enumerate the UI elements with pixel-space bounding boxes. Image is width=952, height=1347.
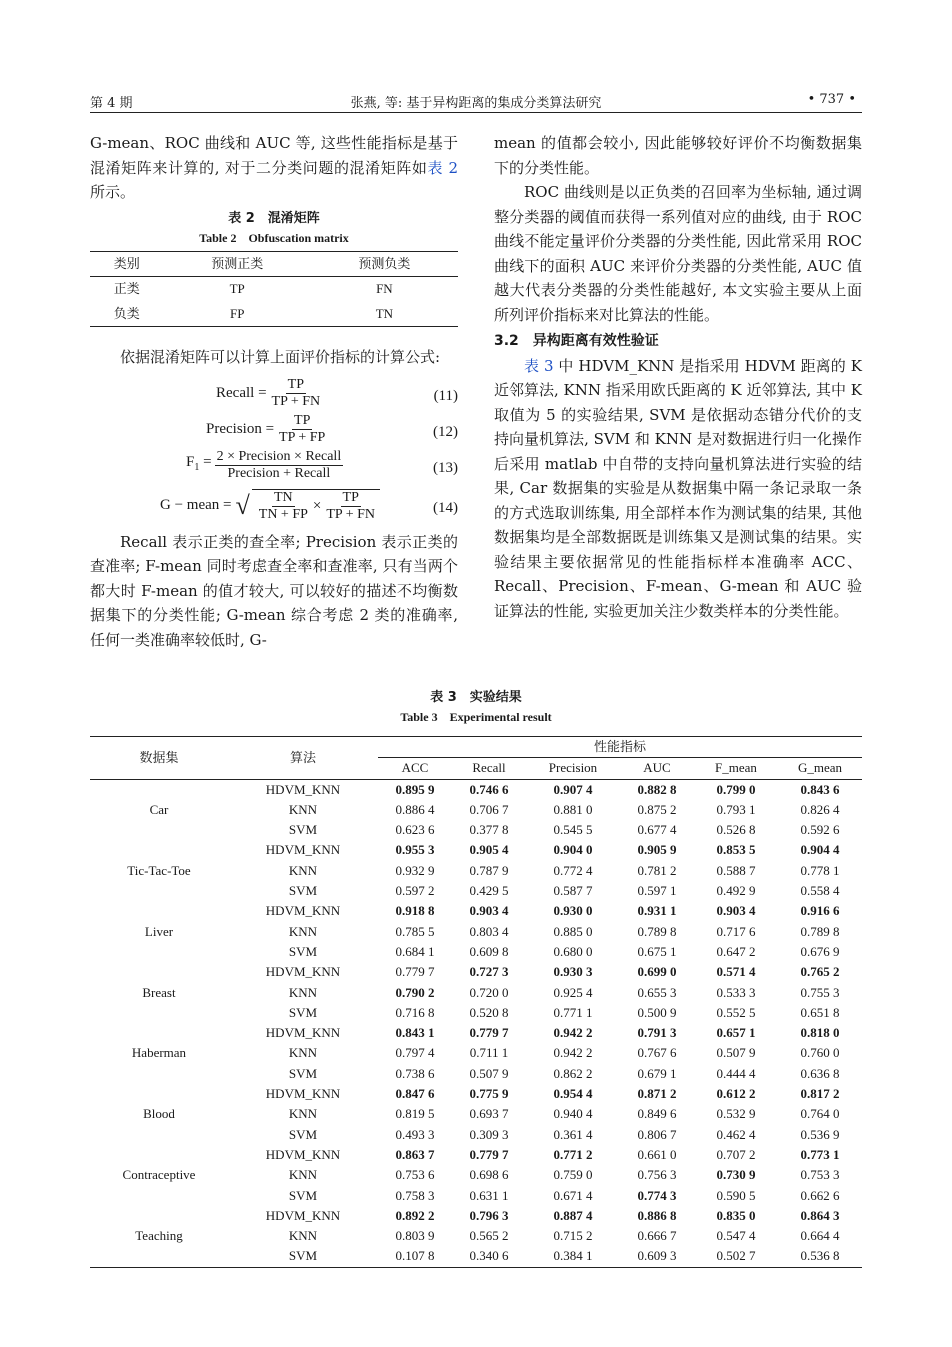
eq12-number: (12)	[433, 423, 458, 440]
metric-value-cell: 0.942 2	[553, 1045, 593, 1061]
metric-value-cell: 0.664 4	[800, 1228, 840, 1244]
metric-value-cell: 0.849 6	[637, 1106, 677, 1122]
metric-value-cell: 0.778 1	[800, 862, 840, 878]
metric-value-cell: 0.631 1	[469, 1187, 509, 1203]
metric-value-cell: 0.932 9	[395, 862, 435, 878]
equation-13	[90, 448, 458, 484]
metric-value-cell: 0.590 5	[716, 1187, 756, 1203]
table-row	[90, 1084, 862, 1104]
metric-value-cell: 0.756 3	[637, 1167, 677, 1183]
metric-value-cell: 0.507 9	[469, 1065, 509, 1081]
metric-value-cell: 0.903 4	[469, 903, 509, 919]
metric-value-cell: 0.720 0	[469, 984, 509, 1000]
metric-value-cell: 0.592 6	[800, 822, 840, 838]
header-algorithm: 算法	[289, 749, 316, 765]
table2-cell: FP	[229, 305, 245, 321]
metric-value-cell: 0.781 2	[637, 862, 677, 878]
metric-value-cell: 0.680 0	[553, 943, 593, 959]
metric-value-cell: 0.791 3	[637, 1025, 677, 1041]
metric-value-cell: 0.955 3	[395, 842, 435, 858]
metric-value-cell: 0.698 6	[469, 1167, 509, 1183]
metric-value-cell: 0.764 0	[800, 1106, 840, 1122]
algorithm-cell: KNN	[288, 984, 318, 1000]
algorithm-cell: HDVM_KNN	[265, 1146, 341, 1162]
metric-value-cell: 0.886 8	[637, 1207, 677, 1223]
header-dataset: 数据集	[139, 749, 179, 765]
metric-value-cell: 0.711 1	[469, 1045, 509, 1061]
eq14-number: (14)	[433, 499, 458, 516]
dataset-cell: Breast	[142, 984, 176, 1000]
algorithm-cell: HDVM_KNN	[265, 903, 341, 919]
algorithm-cell: SVM	[288, 1248, 318, 1264]
metric-value-cell: 0.779 7	[469, 1146, 509, 1162]
eq14-lhs: G − mean =	[160, 497, 232, 514]
metric-value-cell: 0.797 4	[395, 1045, 435, 1061]
equation-12	[90, 412, 458, 448]
metric-value-cell: 0.826 4	[800, 801, 840, 817]
metric-value-cell: 0.671 4	[553, 1187, 593, 1203]
metric-value-cell: 0.787 9	[469, 862, 509, 878]
dataset-cell: Teaching	[135, 1228, 183, 1244]
metric-value-cell: 0.502 7	[716, 1248, 756, 1264]
confusion-matrix-table	[90, 251, 458, 328]
metric-value-cell: 0.875 2	[637, 801, 677, 817]
metric-value-cell: 0.771 2	[553, 1146, 593, 1162]
metric-value-cell: 0.679 1	[637, 1065, 677, 1081]
metric-value-cell: 0.587 7	[553, 883, 593, 899]
metric-value-cell: 0.904 0	[553, 842, 593, 858]
metric-value-cell: 0.942 2	[553, 1025, 593, 1041]
metric-value-cell: 0.806 7	[637, 1126, 677, 1142]
metric-value-cell: 0.862 2	[553, 1065, 593, 1081]
table3-caption-cn: 表 3 实验结果	[430, 690, 522, 705]
metric-value-cell: 0.730 9	[716, 1167, 756, 1183]
metric-value-cell: 0.715 2	[553, 1228, 593, 1244]
metric-value-cell: 0.571 4	[716, 964, 756, 980]
table3-body	[90, 779, 862, 1267]
metric-value-cell: 0.847 6	[395, 1086, 435, 1102]
eq11-number: (11)	[433, 387, 458, 404]
metric-value-cell: 0.954 4	[553, 1086, 593, 1102]
eq11-num: TP	[287, 377, 305, 392]
algorithm-cell: SVM	[288, 1187, 318, 1203]
algorithm-cell: HDVM_KNN	[265, 1025, 341, 1041]
algorithm-cell: SVM	[288, 822, 318, 838]
metric-value-cell: 0.864 3	[800, 1207, 840, 1223]
table-row	[90, 779, 862, 800]
metric-value-cell: 0.903 4	[716, 903, 756, 919]
metric-value-cell: 0.772 4	[553, 862, 593, 878]
metric-value-cell: 0.835 0	[716, 1207, 756, 1223]
algorithm-cell: KNN	[288, 1106, 318, 1122]
metric-value-cell: 0.803 9	[395, 1228, 435, 1244]
table-row	[90, 1023, 862, 1043]
metric-value-cell: 0.785 5	[395, 923, 435, 939]
table2-cell: 负类	[113, 305, 140, 321]
metric-value-cell: 0.662 6	[800, 1187, 840, 1203]
algorithm-cell: HDVM_KNN	[265, 1207, 341, 1223]
metric-value-cell: 0.107 8	[395, 1248, 435, 1264]
dataset-cell: Liver	[144, 923, 174, 939]
metric-value-cell: 0.885 0	[553, 923, 593, 939]
header-metric: G_mean	[797, 760, 843, 776]
metric-value-cell: 0.789 8	[637, 923, 677, 939]
metric-value-cell: 0.536 8	[800, 1248, 840, 1264]
algorithm-cell: HDVM_KNN	[265, 842, 341, 858]
algorithm-cell: HDVM_KNN	[265, 781, 341, 797]
metric-value-cell: 0.930 3	[553, 964, 593, 980]
table-row	[90, 1145, 862, 1165]
metric-value-cell: 0.817 2	[800, 1086, 840, 1102]
metric-value-cell: 0.666 7	[637, 1228, 677, 1244]
eq11-den: TP + FN	[271, 394, 321, 409]
metric-value-cell: 0.655 3	[637, 984, 677, 1000]
metric-value-cell: 0.444 4	[716, 1065, 756, 1081]
right-paragraph-3: 表 3 中 HDVM_KNN 是指采用 HDVM 距离的 K 近邻算法, KNN 指采用欧氏距离的 K 近邻算法, 其中 K 取值为 5 的实验结果, SVM 是依据动态错分代价的支持向量机算法, SVM 和 KNN 是对数据进行归一化操作后采用 matlab 中自带的支持向量机算法进行实验的结果, Car 数据集的实验是从数据集中隔一条记录取一条的方式选取训练集, 用全部样本作为测试集的结果, 其他数据集均是全部数据既是训练集又是测试集的结果。实验结果主要依据常见的性能指标样本准确率 ACC、Recall、Precision、F-mean、G-mean 和 AUC 验证算法的性能, 实验更加关注少数类样本的分类性能。	[494, 356, 863, 620]
page-header	[90, 90, 862, 113]
table2-caption-cn: 表 2 混淆矩阵	[228, 210, 320, 226]
left-column	[90, 131, 458, 652]
metric-value-cell: 0.636 8	[800, 1065, 840, 1081]
metric-value-cell: 0.940 4	[553, 1106, 593, 1122]
metric-value-cell: 0.767 6	[637, 1045, 677, 1061]
algorithm-cell: KNN	[288, 801, 318, 817]
metric-value-cell: 0.677 4	[637, 822, 677, 838]
metric-value-cell: 0.853 5	[716, 842, 756, 858]
metric-value-cell: 0.738 6	[395, 1065, 435, 1081]
eq14-den1: TN + FP	[258, 506, 308, 522]
metric-value-cell: 0.588 7	[716, 862, 756, 878]
metric-value-cell: 0.930 0	[553, 903, 593, 919]
table-row	[90, 1206, 862, 1226]
metric-value-cell: 0.526 8	[716, 822, 756, 838]
metric-value-cell: 0.532 9	[716, 1106, 756, 1122]
metric-value-cell: 0.684 1	[395, 943, 435, 959]
metric-value-cell: 0.693 7	[469, 1106, 509, 1122]
table2-cell: TP	[229, 281, 245, 296]
experimental-result-table	[90, 736, 862, 1268]
metric-value-cell: 0.760 0	[800, 1045, 840, 1061]
metric-value-cell: 0.647 2	[716, 943, 756, 959]
metric-value-cell: 0.918 8	[395, 903, 435, 919]
equation-11	[90, 376, 458, 412]
metric-value-cell: 0.871 2	[637, 1086, 677, 1102]
metric-value-cell: 0.755 3	[800, 984, 840, 1000]
table2-cell: 正类	[113, 281, 140, 296]
metric-value-cell: 0.793 1	[716, 801, 756, 817]
metric-value-cell: 0.675 1	[637, 943, 677, 959]
metric-value-cell: 0.819 5	[395, 1106, 435, 1122]
dataset-cell: Haberman	[131, 1045, 187, 1061]
metric-value-cell: 0.429 5	[469, 883, 509, 899]
metric-value-cell: 0.717 6	[716, 923, 756, 939]
metric-value-cell: 0.727 3	[469, 964, 509, 980]
metric-value-cell: 0.507 9	[716, 1045, 756, 1061]
algorithm-cell: KNN	[288, 862, 318, 878]
metric-value-cell: 0.758 3	[395, 1187, 435, 1203]
metric-value-cell: 0.904 4	[800, 842, 840, 858]
equation-14	[90, 484, 458, 528]
metric-value-cell: 0.558 4	[800, 883, 840, 899]
metric-value-cell: 0.612 2	[716, 1086, 756, 1102]
sqrt-icon: √	[235, 490, 250, 520]
metric-value-cell: 0.707 2	[716, 1146, 756, 1162]
metric-value-cell: 0.699 0	[637, 964, 677, 980]
eq13-number: (13)	[433, 459, 458, 476]
metric-value-cell: 0.597 2	[395, 883, 435, 899]
metric-value-cell: 0.843 1	[395, 1025, 435, 1041]
eq12-lhs: Precision =	[206, 421, 275, 438]
header-performance: 性能指标	[378, 737, 862, 758]
dataset-cell: Blood	[143, 1106, 175, 1122]
metric-value-cell: 0.651 8	[800, 1004, 840, 1020]
table2-link[interactable]: 表 2	[427, 158, 459, 177]
table2-header: 类别	[113, 255, 140, 271]
algorithm-cell: KNN	[288, 1167, 318, 1183]
metric-value-cell: 0.552 5	[716, 1004, 756, 1020]
table3-caption-en: Table 3 Experimental result	[400, 710, 552, 724]
metric-value-cell: 0.536 9	[800, 1126, 840, 1142]
metric-value-cell: 0.597 1	[637, 883, 677, 899]
metric-value-cell: 0.886 4	[395, 801, 435, 817]
metric-value-cell: 0.609 8	[469, 943, 509, 959]
right-column	[494, 131, 862, 623]
metric-value-cell: 0.623 6	[395, 822, 435, 838]
metric-value-cell: 0.892 2	[395, 1207, 435, 1223]
metric-value-cell: 0.716 8	[395, 1004, 435, 1020]
dataset-cell: Contraceptive	[122, 1167, 196, 1183]
metric-value-cell: 0.340 6	[469, 1248, 509, 1264]
dataset-cell: Tic-Tac-Toe	[127, 862, 191, 878]
page-number: • 737 •	[807, 92, 856, 107]
metric-value-cell: 0.774 3	[637, 1187, 677, 1203]
metric-value-cell: 0.775 9	[469, 1086, 509, 1102]
table-row	[90, 302, 458, 327]
metric-value-cell: 0.905 4	[469, 842, 509, 858]
metric-value-cell: 0.765 2	[800, 964, 840, 980]
metric-value-cell: 0.882 8	[637, 781, 677, 797]
metric-value-cell: 0.771 1	[553, 1004, 593, 1020]
header-metric: Precision	[548, 760, 598, 776]
metric-value-cell: 0.547 4	[716, 1228, 756, 1244]
left-paragraph-2: 依据混淆矩阵可以计算上面评价指标的计算公式:	[120, 348, 441, 366]
table-row	[90, 277, 458, 302]
table2-cell: TN	[375, 305, 394, 321]
metric-value-cell: 0.462 4	[716, 1126, 756, 1142]
table3-link[interactable]: 表 3	[524, 356, 554, 375]
metric-value-cell: 0.779 7	[395, 964, 435, 980]
algorithm-cell: HDVM_KNN	[265, 964, 341, 980]
metric-value-cell: 0.753 3	[800, 1167, 840, 1183]
metric-value-cell: 0.916 6	[800, 903, 840, 919]
metric-value-cell: 0.657 1	[716, 1025, 756, 1041]
metric-value-cell: 0.881 0	[553, 801, 593, 817]
header-metric: F_mean	[715, 760, 757, 776]
metric-value-cell: 0.661 0	[637, 1146, 677, 1162]
metric-value-cell: 0.384 1	[553, 1248, 593, 1264]
metric-value-cell: 0.706 7	[469, 801, 509, 817]
table-row	[90, 901, 862, 921]
eq11-lhs: Recall =	[216, 385, 267, 402]
journal-issue: 第 4 期	[90, 96, 133, 111]
algorithm-cell: HDVM_KNN	[265, 1086, 341, 1102]
metric-value-cell: 0.843 6	[800, 781, 840, 797]
metric-value-cell: 0.773 1	[800, 1146, 840, 1162]
metric-value-cell: 0.676 9	[800, 943, 840, 959]
table2-header: 预测正类	[211, 255, 264, 271]
metric-value-cell: 0.895 9	[395, 781, 435, 797]
table2-header: 预测负类	[358, 255, 411, 271]
eq13-den: Precision + Recall	[227, 466, 331, 481]
table-row	[90, 962, 862, 982]
eq14-den2: TP + FN	[326, 506, 375, 522]
right-paragraph-1: mean 的值都会较小, 因此能够较好评价不均衡数据集下的分类性能。	[494, 134, 862, 177]
metric-value-cell: 0.500 9	[637, 1004, 677, 1020]
eq12-num: TP	[294, 413, 311, 428]
algorithm-cell: KNN	[288, 1045, 318, 1061]
metric-value-cell: 0.545 5	[553, 822, 593, 838]
eq14-num2: TP	[342, 489, 359, 505]
section-heading: 3.2 异构距离有效性验证	[494, 333, 659, 349]
eq12-den: TP + FP	[279, 430, 326, 445]
metric-value-cell: 0.790 2	[395, 984, 435, 1000]
algorithm-cell: KNN	[288, 923, 318, 939]
eq13-lhs: $F_1$ =	[186, 454, 212, 474]
left-paragraph-3: Recall 表示正类的查全率; Precision 表示正类的查准率; F-mean 同时考虑查全率和查准率, 只有当两个都大时 F-mean 的值才较大, 可以较好的描述不均衡数据集下的分类性能; G-mean 综合考虑 2 类的准确率, 任何一类准确率较低时, G-	[90, 532, 458, 649]
metric-value-cell: 0.520 8	[469, 1004, 509, 1020]
eq14-times: ×	[312, 497, 322, 514]
metric-value-cell: 0.818 0	[800, 1025, 840, 1041]
algorithm-cell: SVM	[288, 1126, 318, 1142]
header-metric: ACC	[401, 760, 429, 776]
algorithm-cell: SVM	[288, 943, 318, 959]
eq14-num1: TN	[274, 489, 293, 505]
metric-value-cell: 0.905 9	[637, 842, 677, 858]
table2-block	[90, 209, 458, 328]
dataset-cell: Car	[149, 801, 169, 817]
metric-value-cell: 0.309 3	[469, 1126, 509, 1142]
metric-value-cell: 0.759 0	[553, 1167, 593, 1183]
table2-cell: FN	[376, 281, 393, 296]
metric-value-cell: 0.377 8	[469, 822, 509, 838]
metric-value-cell: 0.753 6	[395, 1167, 435, 1183]
metric-value-cell: 0.931 1	[637, 903, 677, 919]
table-row	[90, 840, 862, 860]
header-metric: Recall	[472, 760, 506, 776]
metric-value-cell: 0.799 0	[716, 781, 756, 797]
metric-value-cell: 0.907 4	[553, 781, 593, 797]
metric-value-cell: 0.565 2	[469, 1228, 509, 1244]
metric-value-cell: 0.533 3	[716, 984, 756, 1000]
running-title: 张燕, 等: 基于异构距离的集成分类算法研究	[350, 96, 602, 111]
metric-value-cell: 0.863 7	[395, 1146, 435, 1162]
algorithm-cell: SVM	[288, 883, 318, 899]
metric-value-cell: 0.746 6	[469, 781, 509, 797]
algorithm-cell: SVM	[288, 1004, 318, 1020]
metric-value-cell: 0.361 4	[553, 1126, 593, 1142]
metric-value-cell: 0.493 3	[395, 1126, 435, 1142]
metric-value-cell: 0.803 4	[469, 923, 509, 939]
header-metric: AUC	[643, 760, 671, 776]
metric-value-cell: 0.492 9	[716, 883, 756, 899]
left-paragraph-1: G-mean、ROC 曲线和 AUC 等, 这些性能指标是基于混淆矩阵来计算的, 对于二分类问题的混淆矩阵如表 2 所示。	[90, 134, 459, 201]
metric-value-cell: 0.887 4	[553, 1207, 593, 1223]
right-paragraph-2: ROC 曲线则是以正负类的召回率为坐标轴, 通过调整分类器的阈值而获得一系列值对应的曲线, 由于 ROC 曲线不能定量评价分类器的分类性能, 因此常采用 ROC 曲线下的面积 AUC 来评价分类器的分类性能, AUC 值越大代表分类器的分类性能越好, 本文实验主要从上面所列评价指标来对比算法的性能。	[494, 183, 862, 324]
metric-value-cell: 0.609 3	[637, 1248, 677, 1264]
eq13-num: 2 × Precision × Recall	[216, 449, 342, 464]
metric-value-cell: 0.779 7	[469, 1025, 509, 1041]
algorithm-cell: SVM	[288, 1065, 318, 1081]
algorithm-cell: KNN	[288, 1228, 318, 1244]
table2-caption-en: Table 2 Obfuscation matrix	[199, 230, 349, 245]
metric-value-cell: 0.925 4	[553, 984, 593, 1000]
metric-value-cell: 0.789 8	[800, 923, 840, 939]
table3-block	[90, 688, 862, 1268]
metric-value-cell: 0.796 3	[469, 1207, 509, 1223]
